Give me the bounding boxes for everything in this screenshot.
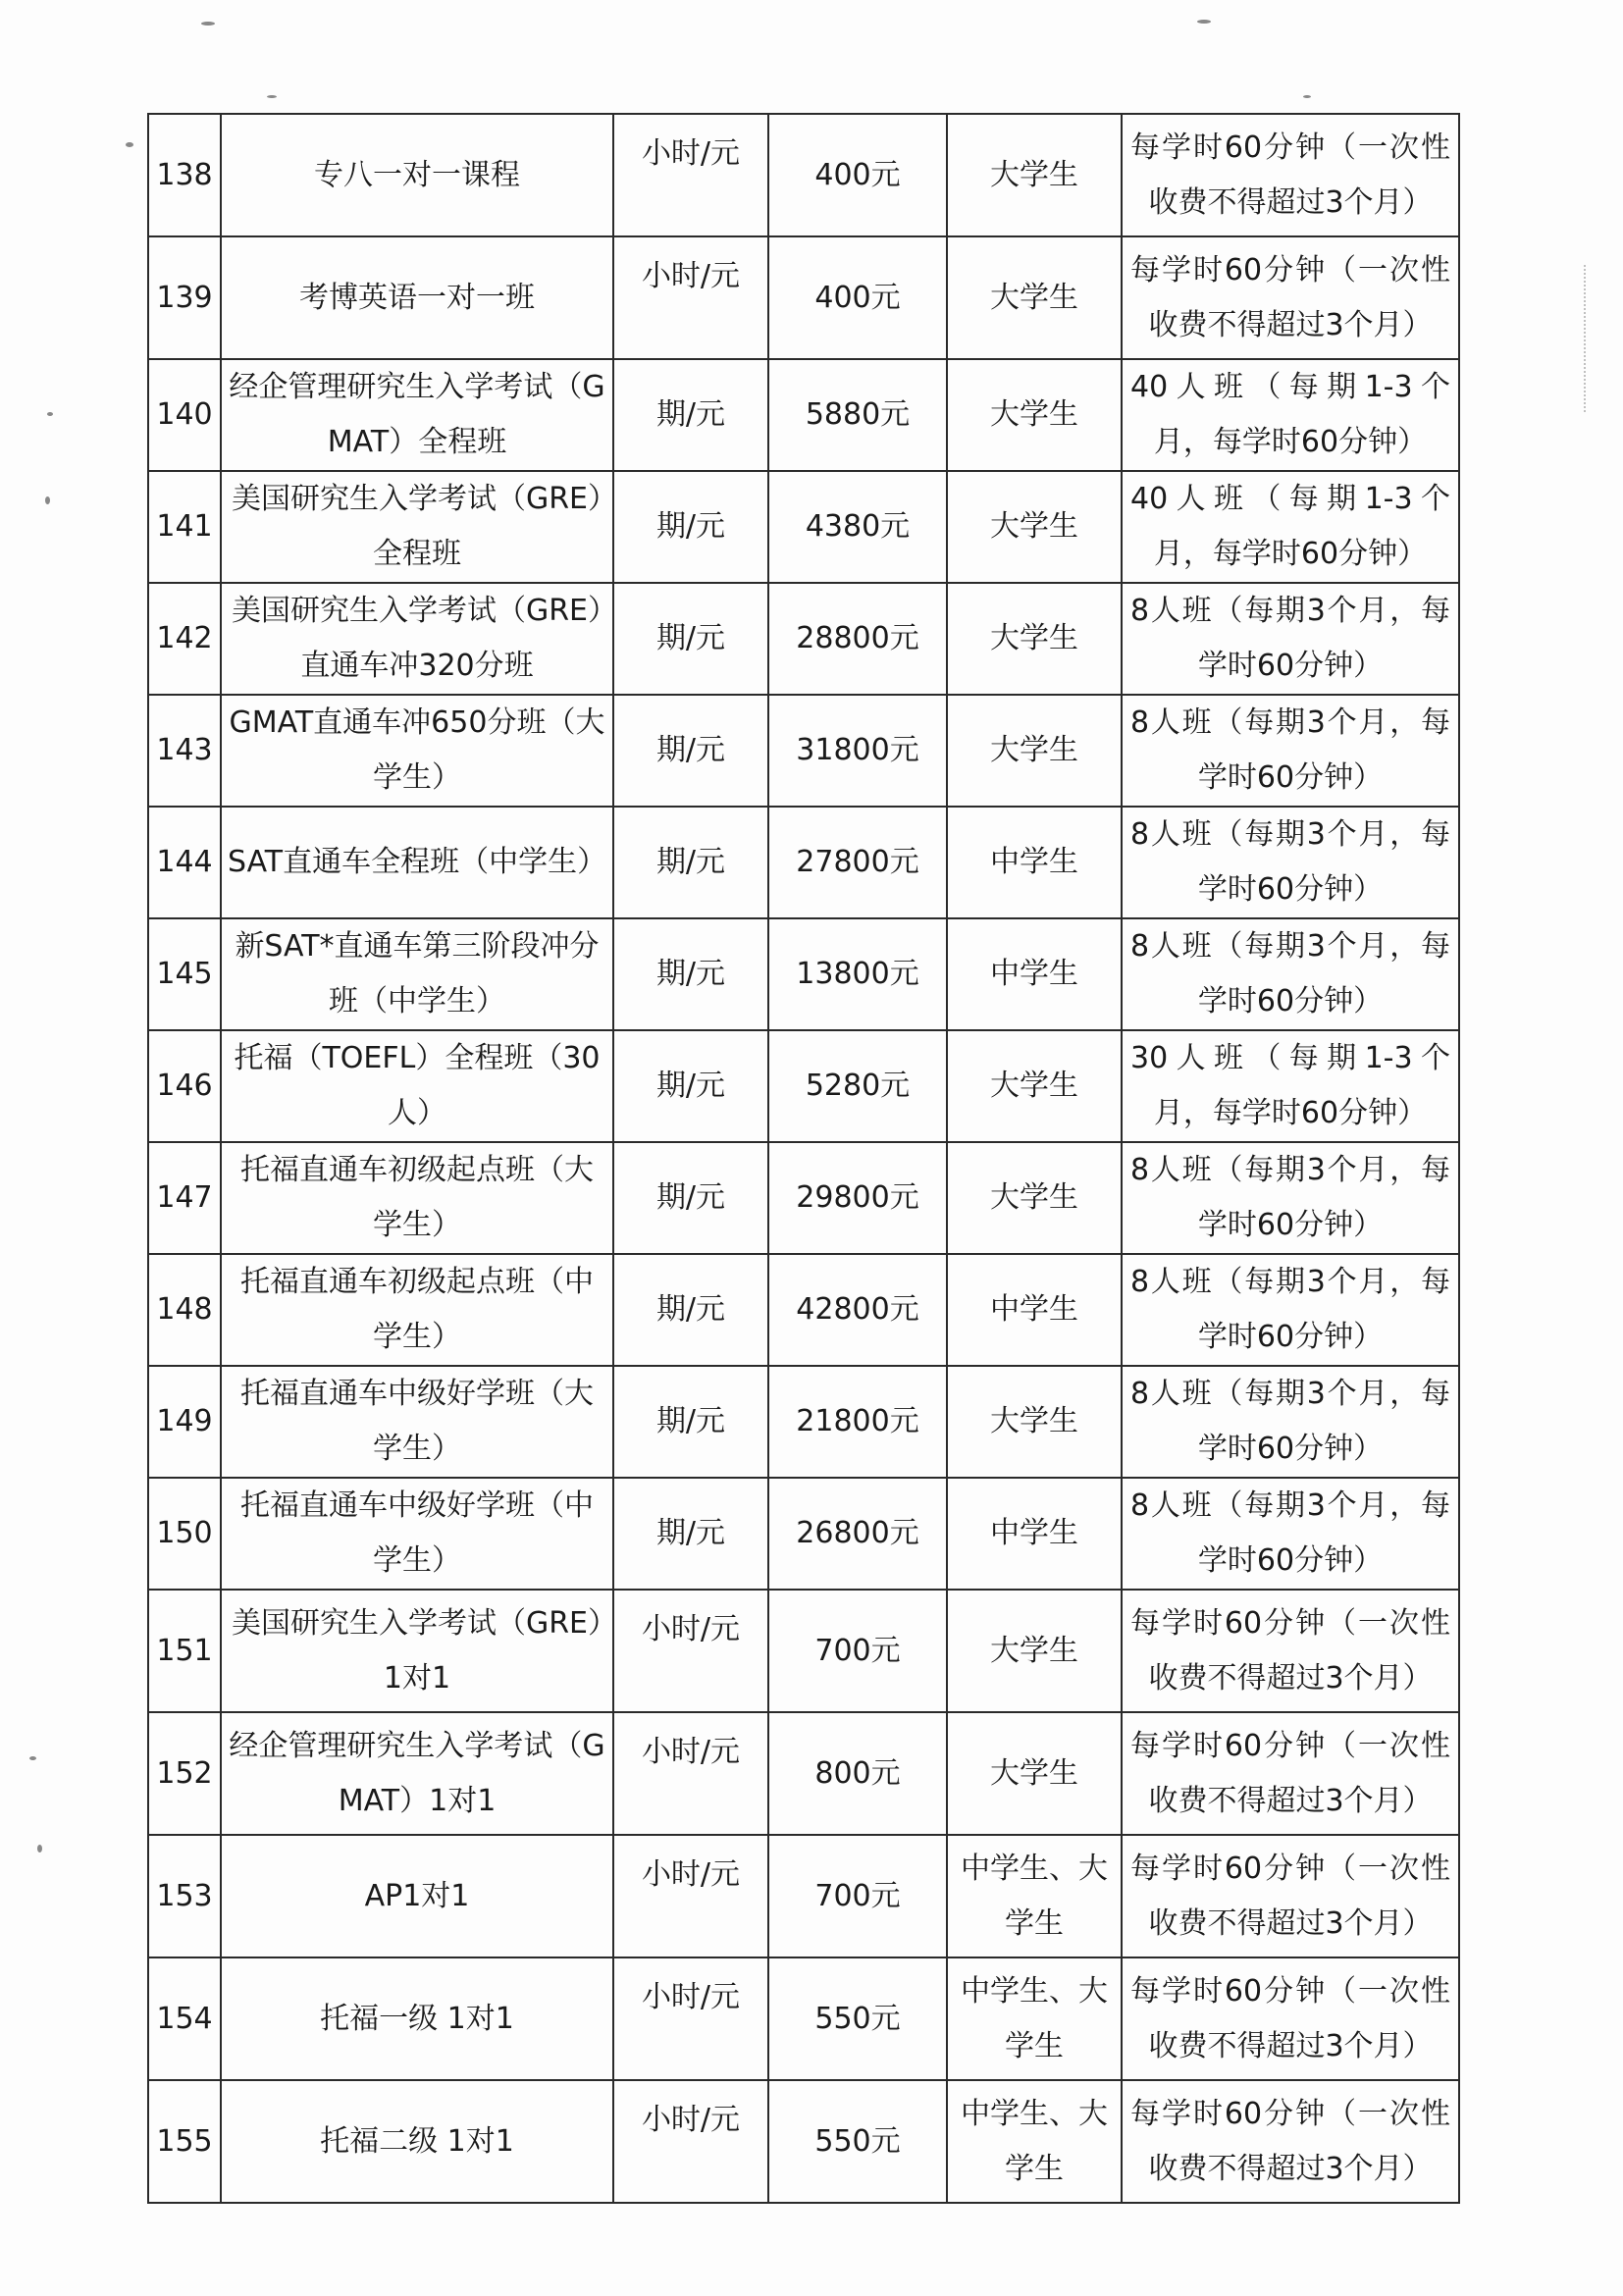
row-number: 138	[148, 114, 221, 236]
charge-unit: 期/元	[613, 695, 768, 807]
row-number: 150	[148, 1478, 221, 1590]
charge-unit: 期/元	[613, 359, 768, 471]
target-students: 大学生	[947, 236, 1122, 359]
price: 42800元	[768, 1254, 947, 1366]
class-note: 8人班（每期3个月，每学时60分钟）	[1122, 695, 1459, 807]
table-row	[148, 2080, 1459, 2203]
row-number: 145	[148, 918, 221, 1030]
row-number: 148	[148, 1254, 221, 1366]
row-number: 140	[148, 359, 221, 471]
class-note: 每学时60分钟（一次性收费不得超过3个月）	[1122, 2080, 1459, 2203]
price: 13800元	[768, 918, 947, 1030]
charge-unit: 小时/元	[613, 1957, 768, 2080]
course-name: 托福直通车初级起点班（大学生）	[221, 1142, 613, 1254]
course-name: 托福（TOEFL）全程班（30人）	[221, 1030, 613, 1142]
course-name: 美国研究生入学考试（GRE）1对1	[221, 1590, 613, 1712]
class-note: 每学时60分钟（一次性收费不得超过3个月）	[1122, 1712, 1459, 1835]
charge-unit: 期/元	[613, 1142, 768, 1254]
charge-unit: 期/元	[613, 807, 768, 918]
course-name: 托福直通车中级好学班（大学生）	[221, 1366, 613, 1478]
price: 21800元	[768, 1366, 947, 1478]
target-students: 中学生、大学生	[947, 2080, 1122, 2203]
price: 5880元	[768, 359, 947, 471]
scan-speck	[45, 496, 50, 504]
class-note: 8人班（每期3个月，每学时60分钟）	[1122, 807, 1459, 918]
charge-unit: 期/元	[613, 1366, 768, 1478]
row-number: 141	[148, 471, 221, 583]
price: 29800元	[768, 1142, 947, 1254]
target-students: 大学生	[947, 359, 1122, 471]
target-students: 中学生、大学生	[947, 1957, 1122, 2080]
row-number: 151	[148, 1590, 221, 1712]
scan-edge-mark	[1584, 265, 1603, 412]
class-note: 8人班（每期3个月，每学时60分钟）	[1122, 918, 1459, 1030]
row-number: 143	[148, 695, 221, 807]
course-name: GMAT直通车冲650分班（大学生）	[221, 695, 613, 807]
course-name: 托福直通车中级好学班（中学生）	[221, 1478, 613, 1590]
table-row	[148, 1957, 1459, 2080]
charge-unit: 小时/元	[613, 1712, 768, 1835]
row-number: 144	[148, 807, 221, 918]
row-number: 142	[148, 583, 221, 695]
class-note: 每学时60分钟（一次性收费不得超过3个月）	[1122, 236, 1459, 359]
class-note: 30人班（每期1-3个月，每学时60分钟）	[1122, 1030, 1459, 1142]
price: 700元	[768, 1835, 947, 1957]
table-row	[148, 1254, 1459, 1366]
target-students: 大学生	[947, 1142, 1122, 1254]
table-row	[148, 1590, 1459, 1712]
charge-unit: 小时/元	[613, 2080, 768, 2203]
table-row	[148, 114, 1459, 236]
price: 400元	[768, 236, 947, 359]
class-note: 40人班（每期1-3个月，每学时60分钟）	[1122, 471, 1459, 583]
table-row	[148, 918, 1459, 1030]
fee-table-body	[148, 114, 1459, 2203]
table-row	[148, 236, 1459, 359]
target-students: 大学生	[947, 1590, 1122, 1712]
target-students: 中学生、大学生	[947, 1835, 1122, 1957]
class-note: 每学时60分钟（一次性收费不得超过3个月）	[1122, 1835, 1459, 1957]
row-number: 147	[148, 1142, 221, 1254]
charge-unit: 期/元	[613, 1030, 768, 1142]
course-name: 美国研究生入学考试（GRE）直通车冲320分班	[221, 583, 613, 695]
target-students: 大学生	[947, 114, 1122, 236]
price: 5280元	[768, 1030, 947, 1142]
class-note: 40人班（每期1-3个月，每学时60分钟）	[1122, 359, 1459, 471]
target-students: 大学生	[947, 1030, 1122, 1142]
charge-unit: 期/元	[613, 918, 768, 1030]
course-name: SAT直通车全程班（中学生）	[221, 807, 613, 918]
class-note: 8人班（每期3个月，每学时60分钟）	[1122, 1366, 1459, 1478]
scan-speck	[37, 1845, 42, 1852]
class-note: 每学时60分钟（一次性收费不得超过3个月）	[1122, 1590, 1459, 1712]
row-number: 149	[148, 1366, 221, 1478]
course-name: 托福一级 1对1	[221, 1957, 613, 2080]
target-students: 大学生	[947, 583, 1122, 695]
row-number: 146	[148, 1030, 221, 1142]
scan-speck	[47, 412, 53, 416]
table-row	[148, 1030, 1459, 1142]
charge-unit: 期/元	[613, 583, 768, 695]
scan-speck	[29, 1756, 36, 1760]
row-number: 154	[148, 1957, 221, 2080]
charge-unit: 小时/元	[613, 236, 768, 359]
table-row	[148, 1142, 1459, 1254]
price: 400元	[768, 114, 947, 236]
target-students: 大学生	[947, 695, 1122, 807]
table-row	[148, 1478, 1459, 1590]
row-number: 155	[148, 2080, 221, 2203]
scan-speck	[1303, 95, 1311, 98]
course-name: 托福二级 1对1	[221, 2080, 613, 2203]
scan-speck	[201, 22, 215, 26]
class-note: 8人班（每期3个月，每学时60分钟）	[1122, 1478, 1459, 1590]
course-name: 美国研究生入学考试（GRE）全程班	[221, 471, 613, 583]
table-row	[148, 583, 1459, 695]
fee-table	[147, 113, 1460, 2204]
course-name: 经企管理研究生入学考试（GMAT）1对1	[221, 1712, 613, 1835]
table-row	[148, 807, 1459, 918]
course-name: 经企管理研究生入学考试（GMAT）全程班	[221, 359, 613, 471]
price: 700元	[768, 1590, 947, 1712]
target-students: 中学生	[947, 1254, 1122, 1366]
target-students: 大学生	[947, 1366, 1122, 1478]
table-row	[148, 471, 1459, 583]
class-note: 8人班（每期3个月，每学时60分钟）	[1122, 583, 1459, 695]
charge-unit: 小时/元	[613, 1835, 768, 1957]
price: 4380元	[768, 471, 947, 583]
row-number: 152	[148, 1712, 221, 1835]
target-students: 大学生	[947, 1712, 1122, 1835]
charge-unit: 期/元	[613, 1254, 768, 1366]
price: 27800元	[768, 807, 947, 918]
class-note: 8人班（每期3个月，每学时60分钟）	[1122, 1254, 1459, 1366]
price: 550元	[768, 1957, 947, 2080]
table-row	[148, 695, 1459, 807]
target-students: 大学生	[947, 471, 1122, 583]
price: 28800元	[768, 583, 947, 695]
table-row	[148, 1712, 1459, 1835]
course-name: 考博英语一对一班	[221, 236, 613, 359]
target-students: 中学生	[947, 918, 1122, 1030]
table-row	[148, 1835, 1459, 1957]
charge-unit: 期/元	[613, 1478, 768, 1590]
class-note: 每学时60分钟（一次性收费不得超过3个月）	[1122, 1957, 1459, 2080]
scan-speck	[1197, 20, 1211, 24]
charge-unit: 小时/元	[613, 114, 768, 236]
price: 800元	[768, 1712, 947, 1835]
charge-unit: 小时/元	[613, 1590, 768, 1712]
row-number: 153	[148, 1835, 221, 1957]
price: 550元	[768, 2080, 947, 2203]
class-note: 8人班（每期3个月，每学时60分钟）	[1122, 1142, 1459, 1254]
target-students: 中学生	[947, 1478, 1122, 1590]
table-row	[148, 1366, 1459, 1478]
table-row	[148, 359, 1459, 471]
course-name: 专八一对一课程	[221, 114, 613, 236]
price: 26800元	[768, 1478, 947, 1590]
charge-unit: 期/元	[613, 471, 768, 583]
scan-speck	[267, 95, 277, 98]
target-students: 中学生	[947, 807, 1122, 918]
row-number: 139	[148, 236, 221, 359]
course-name: 新SAT*直通车第三阶段冲分班（中学生）	[221, 918, 613, 1030]
course-name: 托福直通车初级起点班（中学生）	[221, 1254, 613, 1366]
course-name: AP1对1	[221, 1835, 613, 1957]
price: 31800元	[768, 695, 947, 807]
class-note: 每学时60分钟（一次性收费不得超过3个月）	[1122, 114, 1459, 236]
scan-speck	[126, 142, 133, 147]
